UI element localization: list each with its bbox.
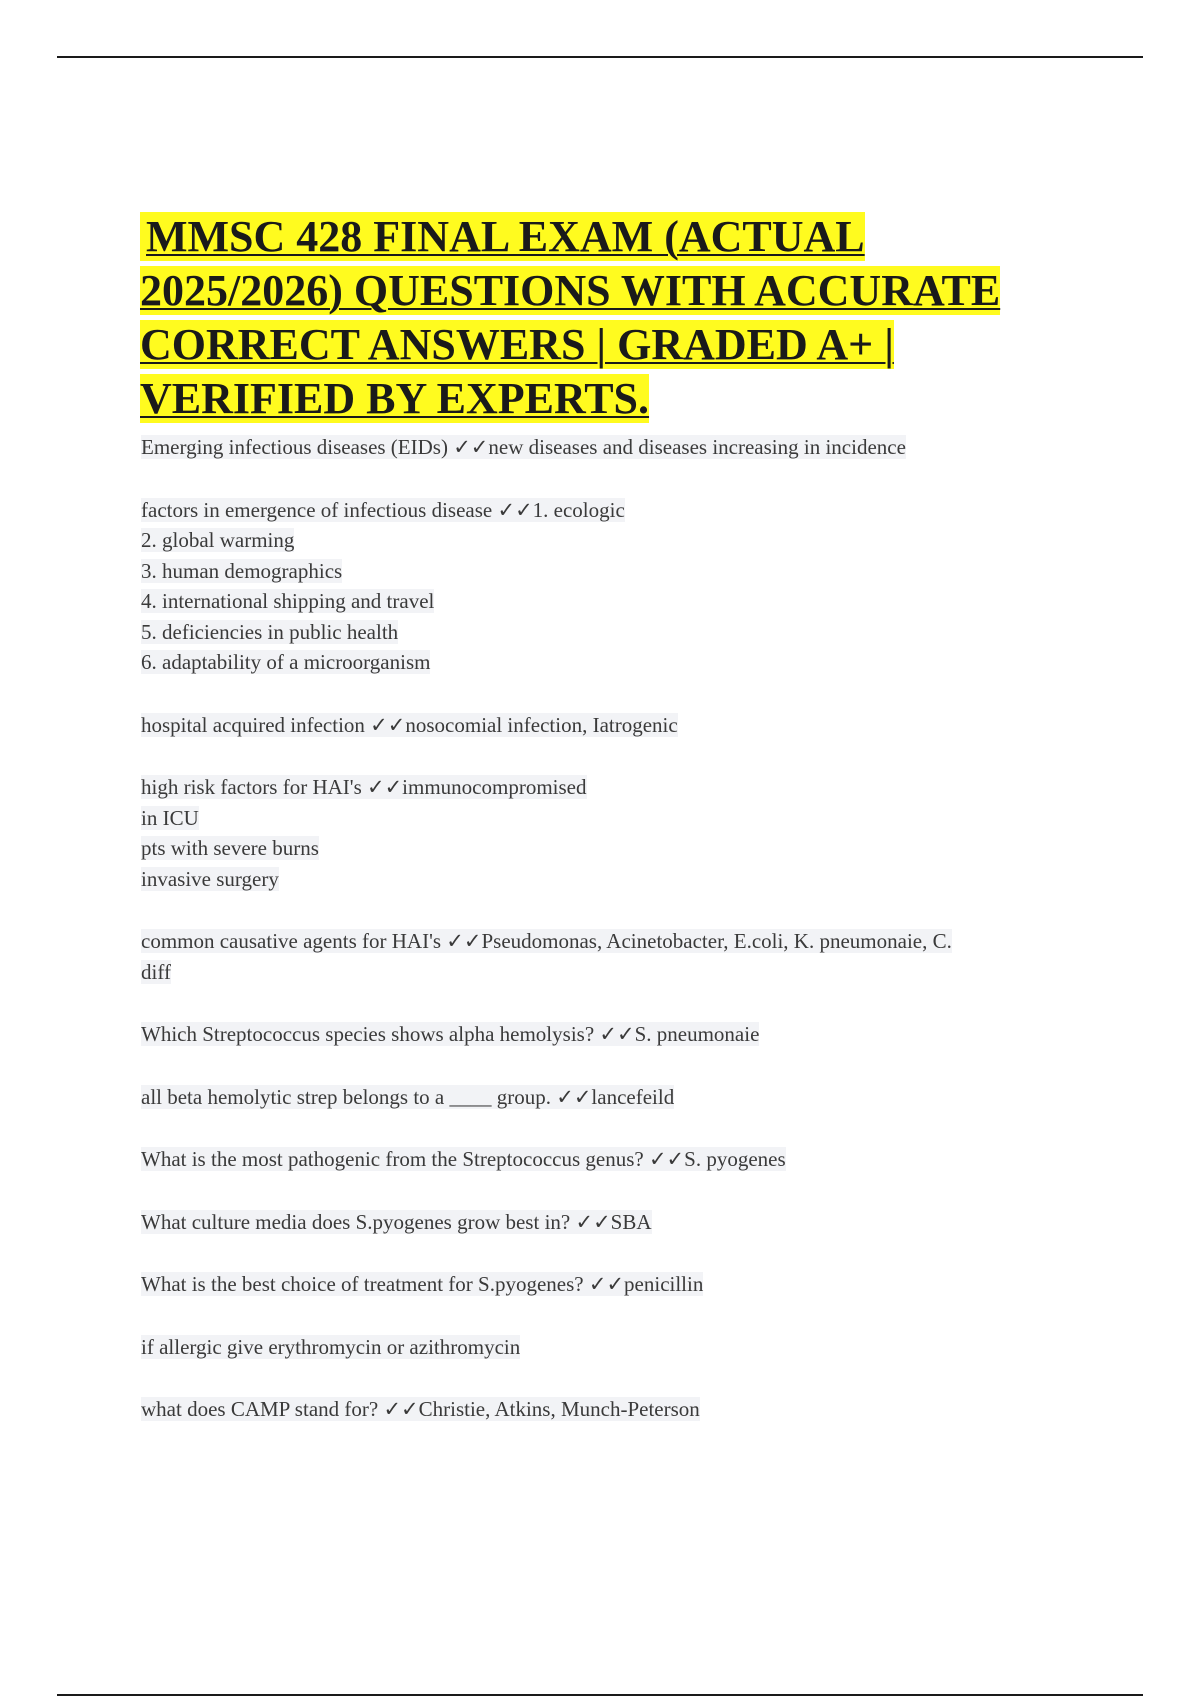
qa-item bbox=[141, 495, 1081, 678]
qa-item bbox=[141, 710, 1081, 741]
qa-line: What culture media does S.pyogenes grow best in? ✓✓SBA bbox=[141, 1209, 652, 1234]
qa-item bbox=[141, 1394, 1081, 1425]
qa-line: Which Streptococcus species shows alpha hemolysis? ✓✓S. pneumonaie bbox=[141, 1022, 760, 1046]
qa-line: pts with severe burns bbox=[141, 836, 319, 860]
top-rule bbox=[57, 56, 1143, 58]
qa-item bbox=[141, 772, 1081, 894]
qa-line: what does CAMP stand for? ✓✓Christie, Atkins, Munch-Peterson bbox=[141, 1397, 700, 1421]
qa-line: high risk factors for HAI's ✓✓immunocompromised bbox=[141, 775, 587, 799]
qa-item bbox=[141, 1269, 1081, 1300]
qa-line: 2. global warming bbox=[141, 528, 295, 552]
title-line: CORRECT ANSWERS | GRADED A+ | bbox=[140, 320, 894, 369]
qa-line: diff bbox=[141, 959, 171, 984]
qa-line: hospital acquired infection ✓✓nosocomial infection, Iatrogenic bbox=[141, 712, 678, 737]
qa-item bbox=[141, 1207, 1081, 1238]
qa-line: common causative agents for HAI's ✓✓Pseudomonas, Acinetobacter, E.coli, K. pneumonaie, C. bbox=[141, 929, 952, 953]
qa-line: What is the most pathogenic from the Streptococcus genus? ✓✓S. pyogenes bbox=[141, 1147, 786, 1171]
document-title bbox=[140, 210, 1040, 426]
qa-line: 3. human demographics bbox=[141, 558, 343, 583]
qa-item bbox=[141, 1019, 1081, 1050]
qa-line: invasive surgery bbox=[141, 866, 279, 891]
question-answer-list bbox=[141, 432, 1081, 1457]
qa-line: What is the best choice of treatment for S.pyogenes? ✓✓penicillin bbox=[141, 1272, 704, 1296]
qa-item bbox=[141, 1144, 1081, 1175]
qa-item bbox=[141, 432, 1081, 463]
qa-line: 6. adaptability of a microorganism bbox=[141, 650, 431, 674]
title-line: VERIFIED BY EXPERTS. bbox=[140, 374, 650, 423]
qa-item bbox=[141, 1082, 1081, 1113]
qa-item bbox=[141, 1332, 1081, 1363]
qa-line: if allergic give erythromycin or azithromycin bbox=[141, 1334, 521, 1359]
title-line: 2025/2026) QUESTIONS WITH ACCURATE bbox=[140, 266, 1001, 315]
qa-line: Emerging infectious diseases (EIDs) ✓✓new diseases and diseases increasing in incidence bbox=[141, 435, 906, 459]
qa-line: 4. international shipping and travel bbox=[141, 589, 435, 613]
qa-line: in ICU bbox=[141, 805, 199, 830]
bottom-rule bbox=[57, 1694, 1143, 1696]
title-line: MMSC 428 FINAL EXAM (ACTUAL bbox=[140, 210, 1040, 264]
qa-line: 5. deficiencies in public health bbox=[141, 619, 399, 644]
qa-line: all beta hemolytic strep belongs to a ____ group. ✓✓lancefeild bbox=[141, 1084, 675, 1109]
qa-item bbox=[141, 926, 1081, 987]
qa-line: factors in emergence of infectious disease ✓✓1. ecologic bbox=[141, 497, 625, 522]
